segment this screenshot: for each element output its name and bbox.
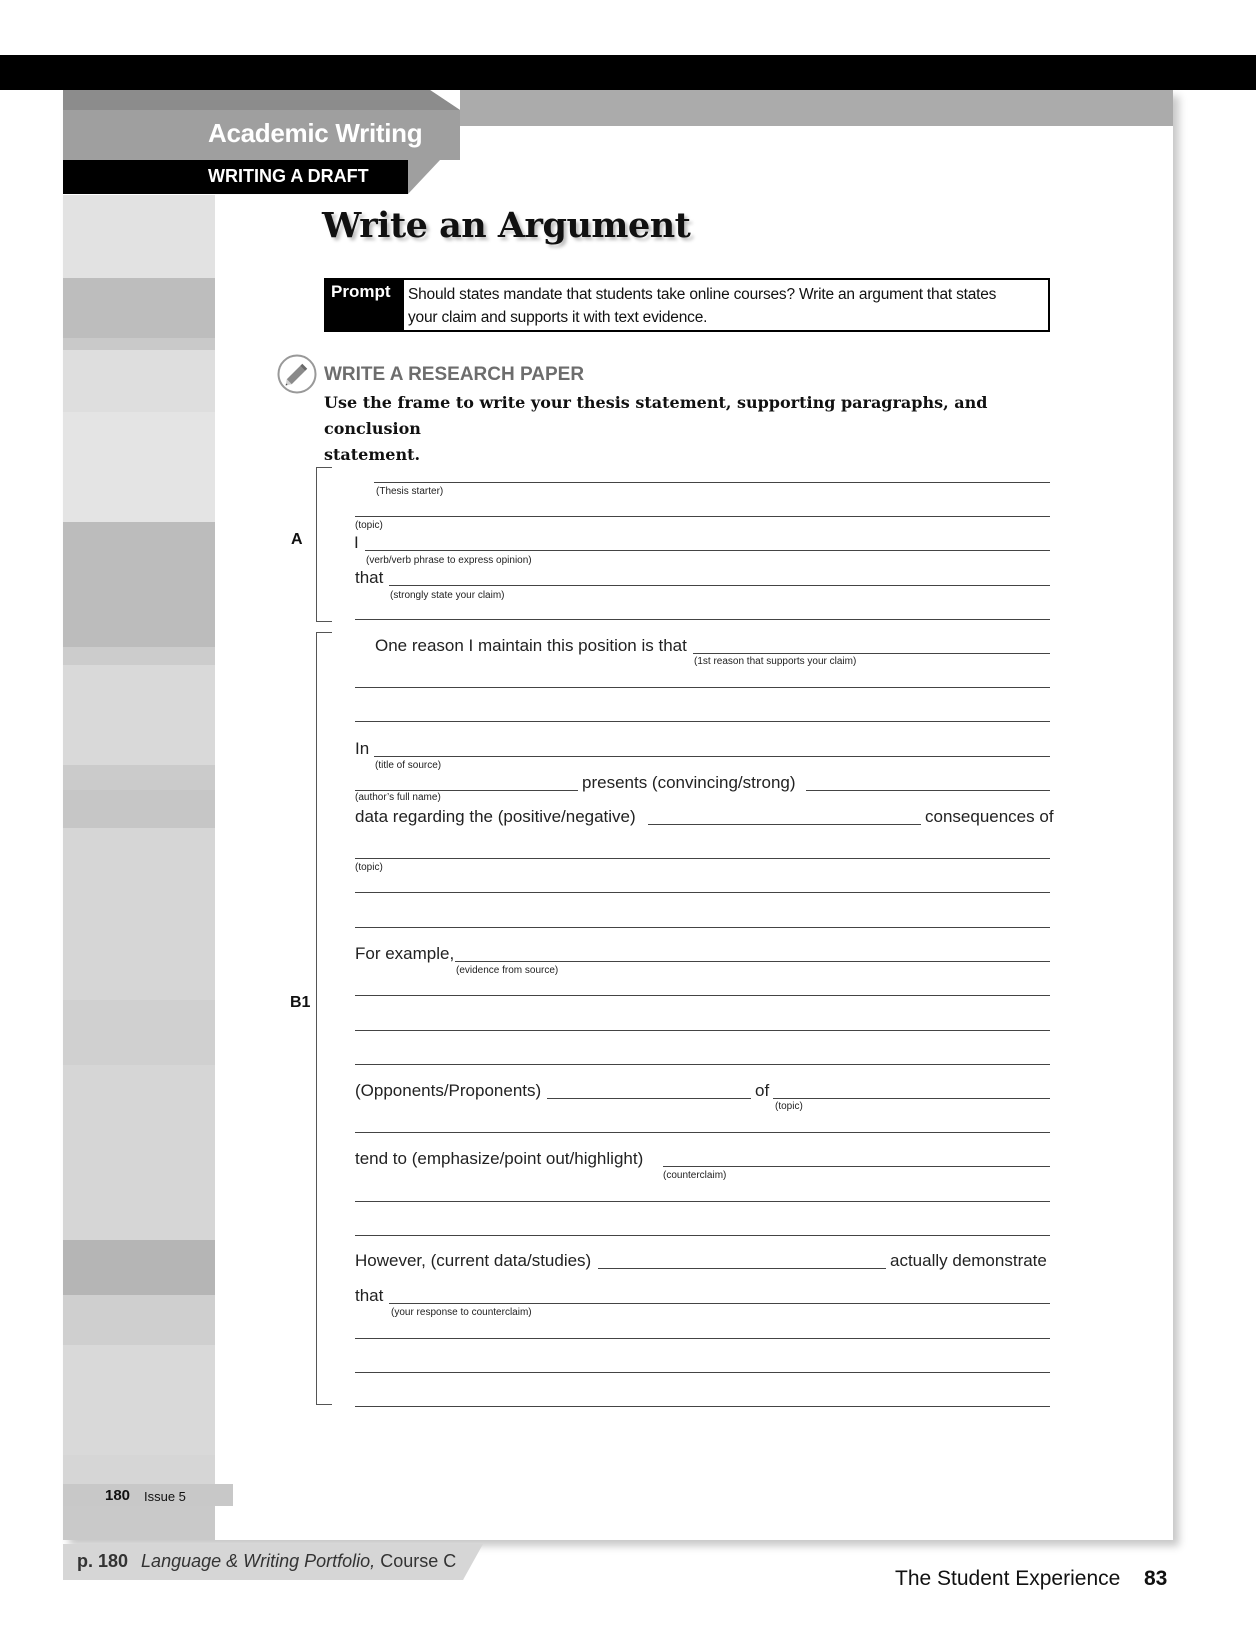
issue-label: Issue 5	[144, 1489, 186, 1504]
page-title: Write an Argument	[322, 205, 691, 246]
bracket-b1	[316, 632, 332, 1405]
write-line[interactable]	[365, 550, 1050, 551]
prompt-line: Should states mandate that students take online courses? Write an argument that states	[408, 286, 997, 303]
frame-text: I	[354, 533, 359, 552]
sidebar-block	[63, 1240, 215, 1295]
write-line[interactable]	[355, 619, 1050, 620]
write-line[interactable]	[355, 1338, 1050, 1339]
portfolio-course: Course C	[380, 1551, 457, 1571]
bracket-b1-label: B1	[290, 994, 311, 1011]
sidebar-block	[63, 412, 215, 522]
write-line[interactable]	[355, 687, 1050, 688]
frame-text: For example,	[355, 944, 455, 963]
section-title: Academic Writing	[208, 118, 423, 148]
sidebar-block	[63, 1295, 215, 1345]
sidebar-block	[63, 278, 215, 338]
instruction-line: statement.	[324, 445, 421, 464]
frame-text: actually demonstrate	[890, 1251, 1047, 1270]
section-heading: WRITE A RESEARCH PAPER	[324, 364, 585, 385]
caption: (title of source)	[375, 760, 442, 771]
frame-text: In	[355, 739, 370, 758]
caption: (strongly state your claim)	[390, 590, 505, 601]
frame-text: data regarding the (positive/negative)	[355, 807, 636, 826]
write-line[interactable]	[547, 1098, 751, 1099]
caption: (topic)	[355, 862, 383, 873]
frame-text: that	[355, 568, 384, 587]
experience-page: 83	[1144, 1567, 1168, 1590]
frame-text: One reason I maintain this position is that	[375, 636, 687, 655]
caption: (author’s full name)	[355, 792, 441, 803]
write-line[interactable]	[355, 892, 1050, 893]
write-line[interactable]	[355, 1064, 1050, 1065]
write-line[interactable]	[389, 585, 1050, 586]
sidebar-block	[63, 765, 215, 790]
caption: (topic)	[355, 520, 383, 531]
caption: (your response to counterclaim)	[391, 1307, 532, 1318]
bracket-a	[316, 467, 332, 622]
sidebar-block	[63, 195, 215, 278]
write-line[interactable]	[773, 1098, 1050, 1099]
write-line[interactable]	[355, 721, 1050, 722]
write-line[interactable]	[693, 653, 1050, 654]
section-tab-top	[63, 90, 460, 110]
sidebar-block	[63, 647, 215, 665]
frame-text: that	[355, 1286, 384, 1305]
caption: (verb/verb phrase to express opinion)	[366, 555, 532, 566]
frame-text: presents (convincing/strong)	[582, 773, 796, 792]
caption: (Thesis starter)	[376, 486, 444, 497]
write-line[interactable]	[598, 1268, 886, 1269]
write-line[interactable]	[663, 1166, 1050, 1167]
write-line[interactable]	[806, 790, 1050, 791]
write-line[interactable]	[355, 927, 1050, 928]
portfolio-caption	[77, 1551, 456, 1572]
frame-text: consequences of	[925, 807, 1054, 826]
experience-label: The Student Experience	[895, 1567, 1121, 1590]
sidebar-block	[63, 1506, 215, 1540]
sidebar-block	[63, 338, 215, 350]
sidebar-block	[63, 790, 215, 828]
portfolio-page: p. 180	[77, 1551, 129, 1571]
write-line[interactable]	[648, 824, 921, 825]
frame-text: (Opponents/Proponents)	[355, 1081, 542, 1100]
page-top-gray-band	[460, 90, 1173, 126]
pencil-icon	[277, 354, 317, 394]
write-line[interactable]	[355, 1372, 1050, 1373]
caption: (1st reason that supports your claim)	[694, 656, 857, 667]
portfolio-title: Language & Writing Portfolio,	[141, 1551, 376, 1571]
subsection-title: WRITING A DRAFT	[208, 166, 369, 186]
bracket-a-label: A	[291, 531, 303, 548]
write-line[interactable]	[355, 858, 1050, 859]
instruction-line: Use the frame to write your thesis statement, supporting paragraphs, and conclusion	[324, 393, 988, 438]
write-line[interactable]	[374, 756, 1050, 757]
prompt-text	[408, 283, 1048, 329]
page-number: 180	[105, 1487, 131, 1504]
section-instruction	[324, 390, 1054, 468]
top-black-bar	[0, 55, 1256, 90]
caption: (evidence from source)	[456, 965, 559, 976]
sidebar-block	[63, 1345, 215, 1455]
prompt-label: Prompt	[324, 278, 404, 332]
frame-text: However, (current data/studies)	[355, 1251, 592, 1270]
write-line[interactable]	[355, 995, 1050, 996]
sidebar-block	[63, 1000, 215, 1065]
write-line[interactable]	[355, 1132, 1050, 1133]
write-line[interactable]	[355, 1201, 1050, 1202]
frame-text: tend to (emphasize/point out/highlight)	[355, 1149, 644, 1168]
write-line[interactable]	[389, 1303, 1050, 1304]
sidebar-block	[63, 350, 215, 412]
write-line[interactable]	[355, 1030, 1050, 1031]
write-line[interactable]	[355, 1235, 1050, 1236]
write-line[interactable]	[374, 482, 1050, 483]
prompt-line: your claim and supports it with text evidence.	[408, 309, 708, 326]
caption: (counterclaim)	[663, 1170, 727, 1181]
caption: (topic)	[775, 1101, 803, 1112]
sidebar-block	[63, 665, 215, 765]
write-line[interactable]	[355, 516, 1050, 517]
write-line[interactable]	[355, 790, 578, 791]
sidebar-block	[63, 522, 215, 647]
write-line[interactable]	[455, 961, 1050, 962]
write-line[interactable]	[355, 1406, 1050, 1407]
frame-text: of	[755, 1081, 770, 1100]
